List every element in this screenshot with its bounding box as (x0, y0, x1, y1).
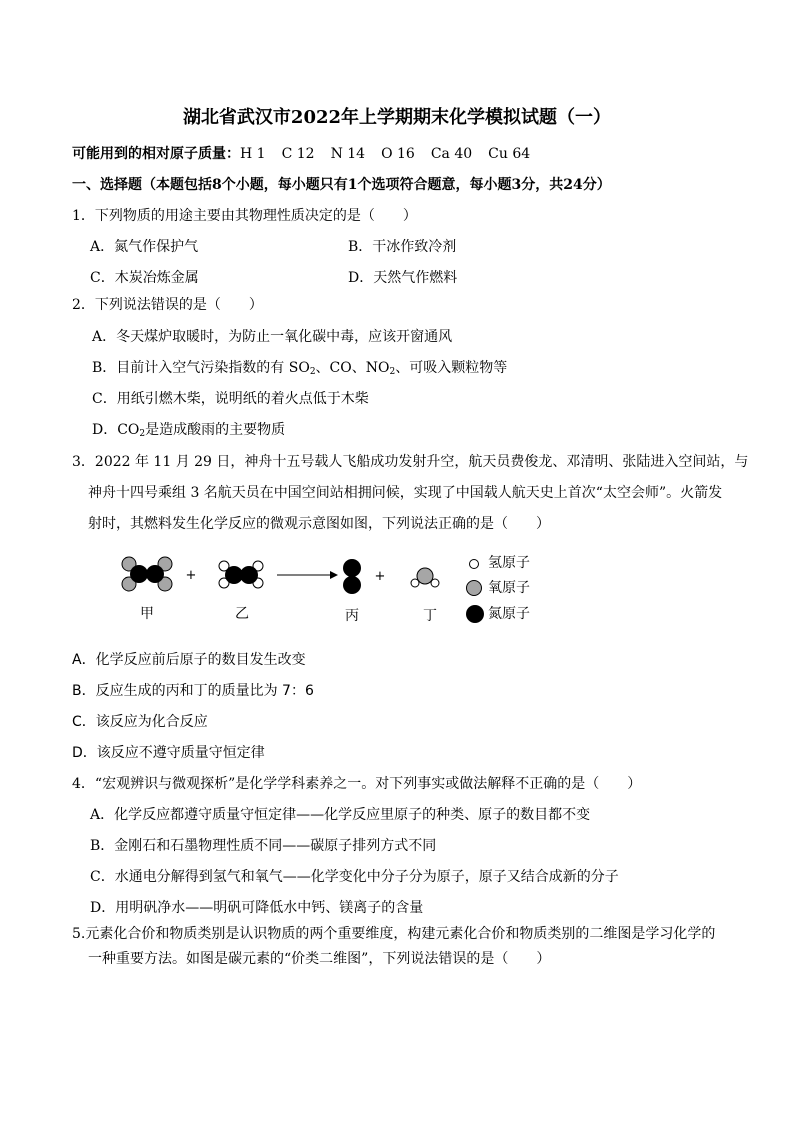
q4-option-c: C．水通电分解得到氢气和氧气——化学变化中分子分为原子，原子又结合成新的分子 (90, 869, 619, 885)
atomic-masses (72, 145, 546, 163)
q4-option-b: B．金刚石和石墨物理性质不同——碳原子排列方式不同 (90, 838, 437, 854)
nitrogen-atom (146, 565, 164, 583)
mass-c: C 12 (281, 146, 315, 162)
q3-line3: 射时，其燃料发生化学反应的微观示意图如图，下列说法正确的是（ ） (88, 516, 550, 532)
q2-option-d (92, 421, 285, 439)
atom-legend (466, 553, 586, 633)
nitrogen-atom (343, 576, 361, 594)
q3-option-c: C．该反应为化合反应 (72, 714, 208, 730)
q3-line1: 3．2022 年 11 月 29 日，神舟十五号载人飞船成功发射升空，航天员费俊龙、邓清明、张陆进入空间站，与 (72, 454, 749, 470)
q1-option-c: C．木炭冶炼金属 (90, 270, 199, 286)
q2-b-mid: 、CO、NO (315, 360, 390, 376)
q3-option-a: A．化学反应前后原子的数目发生改变 (72, 652, 306, 668)
molecule-jia (122, 557, 172, 591)
label-jia: 甲 (140, 606, 154, 622)
plus-sign-1: + (185, 568, 197, 583)
molecule-bing (343, 559, 361, 594)
nitrogen-atom (343, 559, 361, 577)
q2-stem: 2．下列说法错误的是（ ） (72, 297, 263, 313)
arrow-head (330, 571, 338, 579)
oxygen-atom-large (417, 568, 433, 584)
q2-option-a: A．冬天煤炉取暖时，为防止一氧化碳中毒，应该开窗通风 (92, 329, 453, 345)
legend-hydrogen: 氢原子 (488, 555, 530, 571)
q2-b-post: 、可吸入颗粒物等 (395, 360, 508, 376)
q2-d-pre: D．CO (92, 422, 140, 438)
q2-b-sub2: 2 (389, 367, 396, 377)
label-yi: 乙 (235, 606, 249, 622)
label-bing: 丙 (345, 608, 359, 624)
nitrogen-atom (240, 566, 258, 584)
q3-option-d: D．该反应不遵守质量守恒定律 (72, 745, 265, 761)
legend-nitrogen: 氮原子 (488, 606, 530, 622)
q2-b-sub1: 2 (309, 367, 316, 377)
q1-option-b: B．干冰作致冷剂 (348, 239, 457, 255)
q1-option-a: A．氮气作保护气 (90, 239, 199, 255)
q2-option-b (92, 359, 507, 377)
page-title: 湖北省武汉市2022年上学期期末化学模拟试题（一） (182, 107, 612, 128)
label-ding: 丁 (423, 608, 437, 624)
q5-line1: 5.元素化合价和物质类别是认识物质的两个重要维度，构建元素化合价和物质类别的二维图是学习化学的 (72, 926, 716, 942)
hydrogen-swatch (469, 559, 479, 569)
plus-sign-2: + (374, 569, 386, 584)
atomic-masses-label: 可能用到的相对原子质量： (72, 146, 240, 162)
mass-cu: Cu 64 (488, 146, 531, 162)
nitrogen-atom (130, 565, 148, 583)
oxygen-swatch (466, 580, 482, 596)
q3-option-b: B．反应生成的丙和丁的质量比为 7：6 (72, 683, 314, 699)
q2-d-post: 是造成酸雨的主要物质 (145, 422, 286, 438)
mass-ca: Ca 40 (430, 146, 473, 162)
section-heading: 一、选择题（本题包括8个小题，每小题只有1个选项符合题意，每小题3分，共24分） (72, 177, 611, 193)
q2-b-pre: B．目前计入空气污染指数的有 SO (92, 360, 310, 376)
q2-d-sub: 2 (139, 429, 146, 439)
molecule-yi (219, 561, 263, 588)
q5-line2: 一种重要方法。如图是碳元素的“价类二维图”，下列说法错误的是（ ） (88, 951, 551, 967)
q1-stem: 1．下列物质的用途主要由其物理性质决定的是（ ） (72, 208, 417, 224)
legend-oxygen: 氧原子 (488, 580, 530, 596)
q1-option-d: D．天然气作燃料 (348, 270, 458, 286)
q2-option-c: C．用纸引燃木柴，说明纸的着火点低于木柴 (92, 391, 369, 407)
q4-stem: 4．“宏观辨识与微观探析”是化学学科素养之一。对下列事实或做法解释不正确的是（ ） (72, 776, 642, 792)
mass-o: O 16 (381, 146, 415, 162)
q4-option-a: A．化学反应都遵守质量守恒定律——化学反应里原子的种类、原子的数目都不变 (90, 807, 591, 823)
molecule-ding (411, 568, 439, 587)
mass-n: N 14 (330, 146, 366, 162)
mass-h: H 1 (240, 146, 266, 162)
nitrogen-swatch (466, 605, 484, 623)
q3-line2: 神舟十四号乘组 3 名航天员在中国空间站相拥问候，实现了中国载人航天史上首次“太空会师”。火箭发 (88, 485, 723, 501)
q4-option-d: D．用明矾净水——明矾可降低水中钙、镁离子的含量 (90, 900, 424, 916)
